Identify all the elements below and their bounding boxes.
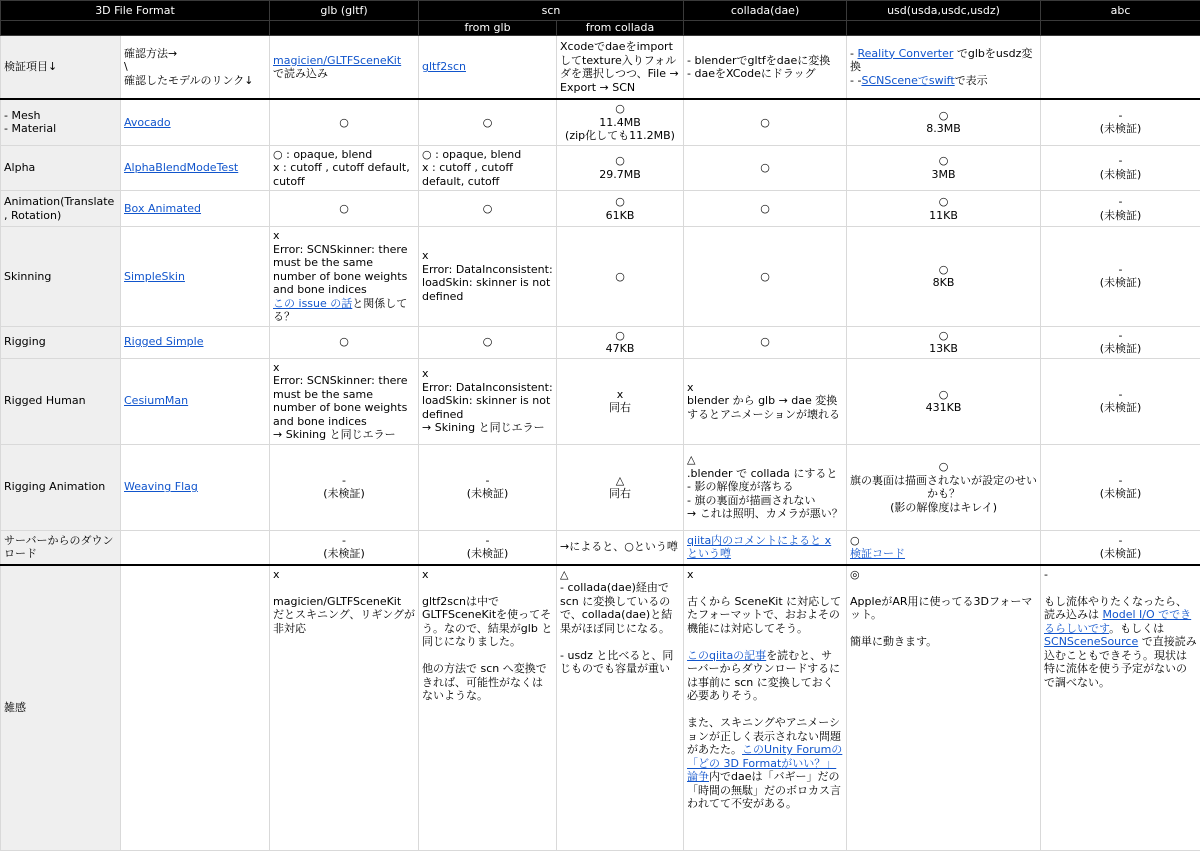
notes-abc: - もし流体やりたくなったら、読み込みは Model I/O でできるらしいです。もしくは SCNSceneSource で直接読み込むこともできそう。現状は特に流体を使う予定がないので調べない。 bbox=[1041, 565, 1200, 851]
cell-scn-glb: ○ bbox=[419, 191, 557, 227]
table-row-alpha bbox=[1, 145, 1200, 191]
cell-scn-collada: ○ 61KB bbox=[557, 191, 684, 227]
cell-abc: - (未検証) bbox=[1041, 227, 1200, 327]
row-label: - Mesh - Material bbox=[1, 99, 121, 145]
header-glb: glb (gltf) bbox=[270, 1, 419, 21]
cell-glb: - (未検証) bbox=[270, 530, 419, 565]
cell-glb: ○ : opaque, blend x : cutoff , cutoff default, cutoff bbox=[270, 145, 419, 191]
cell-collada: ○ bbox=[684, 145, 847, 191]
cell-scn-glb: ○ bbox=[419, 99, 557, 145]
cell-scn-collada: x 同右 bbox=[557, 358, 684, 444]
cell-scn-glb: ○ bbox=[419, 326, 557, 358]
cell-scn-collada: ○ 47KB bbox=[557, 326, 684, 358]
model-link-cell bbox=[121, 444, 270, 530]
method-note: 確認方法→ \ 確認したモデルのリンク↓ bbox=[121, 36, 270, 100]
model-link-cesiumman[interactable]: CesiumMan bbox=[124, 394, 188, 407]
cell-abc: - (未検証) bbox=[1041, 145, 1200, 191]
cell-scn-glb: x Error: DataInconsistent: loadSkin: skinner is not defined bbox=[419, 227, 557, 327]
model-link-alphablendmodetest[interactable]: AlphaBlendModeTest bbox=[124, 161, 238, 174]
header-collada: collada(dae) bbox=[684, 1, 847, 21]
cell-scn-collada: △ 同右 bbox=[557, 444, 684, 530]
notes-scn-collada: △ - collada(dae)経由で scn に変換しているので、collada(dae)と結果がほぼ同じになる。 - usdz と比べると、同じものでも容量が重い bbox=[557, 565, 684, 851]
table-row-download bbox=[1, 530, 1200, 565]
cell-abc: - (未検証) bbox=[1041, 191, 1200, 227]
cell-abc: - (未検証) bbox=[1041, 530, 1200, 565]
cell-glb: - (未検証) bbox=[270, 444, 419, 530]
method-row bbox=[1, 36, 1200, 100]
method-collada: - blenderでgltfをdaeに変換 - daeをXCodeにドラッグ bbox=[684, 36, 847, 100]
qiita-article-link[interactable]: このqiitaの記事 bbox=[687, 649, 766, 662]
cell-collada: ○ bbox=[684, 99, 847, 145]
cell-usd: ○ 13KB bbox=[847, 326, 1041, 358]
cell-abc: - (未検証) bbox=[1041, 444, 1200, 530]
row-label: Animation(Translate, Rotation) bbox=[1, 191, 121, 227]
model-link-weaving-flag[interactable]: Weaving Flag bbox=[124, 480, 198, 493]
gltfscenekit-link[interactable]: magicien/GLTFSceneKit bbox=[273, 54, 401, 67]
cell-abc: - (未検証) bbox=[1041, 358, 1200, 444]
table-row-rigging bbox=[1, 326, 1200, 358]
header-row bbox=[1, 1, 1200, 21]
row-label: 雑感 bbox=[1, 565, 121, 851]
row-label: サーバーからのダウンロード bbox=[1, 530, 121, 565]
model-link-cell bbox=[121, 227, 270, 327]
model-io-link[interactable]: Model I/O でできるらしいです bbox=[1044, 608, 1191, 635]
cell-glb: x Error: SCNSkinner: there must be the same number of bone weights and bone indices この issue の話と関係してる？ bbox=[270, 227, 419, 327]
model-link-cell bbox=[121, 530, 270, 565]
model-link-cell bbox=[121, 145, 270, 191]
cell-usd: ○ 旗の裏面は描画されないが設定のせいかも？ (影の解像度はキレイ) bbox=[847, 444, 1041, 530]
subheader-from-glb: from glb bbox=[419, 21, 557, 36]
header-usd: usd(usda,usdc,usdz) bbox=[847, 1, 1041, 21]
table-row-rigged-human bbox=[1, 358, 1200, 444]
subheader-row bbox=[1, 21, 1200, 36]
table-row-rigging-animation bbox=[1, 444, 1200, 530]
cell-collada: x blender から glb → dae 変換するとアニメーションが壊れる bbox=[684, 358, 847, 444]
verification-code-link[interactable]: 検証コード bbox=[850, 547, 905, 560]
cell-collada: △ .blender で collada にすると - 影の解像度が落ちる - 旗の裏面が描画されない → これは照明、カメラが悪い？ bbox=[684, 444, 847, 530]
table-row-skinning bbox=[1, 227, 1200, 327]
model-link-cell bbox=[121, 358, 270, 444]
cell-scn-glb: - (未検証) bbox=[419, 530, 557, 565]
notes-usd: ◎ AppleがAR用に使ってる3Dフォーマット。 簡単に動きます。 bbox=[847, 565, 1041, 851]
model-link-cell bbox=[121, 326, 270, 358]
header-abc: abc bbox=[1041, 1, 1200, 21]
notes-collada: x 古くから SceneKit に対応してたフォーマットで、おおよその機能には対応してそう。 このqiitaの記事を読むと、サーバーからダウンロードするには事前に scn に変換しておく必要ありそう。 また、スキニングやアニメーションが正しく表示されない問題があたた。このUnity Forumの「どの 3D Formatがいい？」論争内でdaeは「バギー」だの「時間の無駄」だのボロカス言われてて不安がある。 bbox=[684, 565, 847, 851]
cell-usd: ○ 3MB bbox=[847, 145, 1041, 191]
cell-glb: ○ bbox=[270, 326, 419, 358]
method-scn-collada: Xcodeでdaeをimportしてtexture入りフォルダを選択しつつ、File → Export → SCN bbox=[557, 36, 684, 100]
method-abc bbox=[1041, 36, 1200, 100]
table-row-animation bbox=[1, 191, 1200, 227]
row-label: Alpha bbox=[1, 145, 121, 191]
method-glb: magicien/GLTFSceneKit で読み込み bbox=[270, 36, 419, 100]
cell-usd: ○ 8KB bbox=[847, 227, 1041, 327]
cell-scn-collada: ○ bbox=[557, 227, 684, 327]
cell-scn-collada: →によると、○という噂 bbox=[557, 530, 684, 565]
scnscenesource-link[interactable]: SCNSceneSource bbox=[1044, 635, 1138, 648]
cell-collada: ○ bbox=[684, 227, 847, 327]
model-link-avocado[interactable]: Avocado bbox=[124, 116, 171, 129]
header-format: 3D File Format bbox=[1, 1, 270, 21]
reality-converter-link[interactable]: Reality Converter bbox=[858, 47, 954, 60]
row-label: Rigged Human bbox=[1, 358, 121, 444]
cell-glb: x Error: SCNSkinner: there must be the same number of bone weights and bone indices → Skining と同じエラー bbox=[270, 358, 419, 444]
row-label: Skinning bbox=[1, 227, 121, 327]
model-link-box-animated[interactable]: Box Animated bbox=[124, 202, 201, 215]
cell-collada: ○ bbox=[684, 191, 847, 227]
notes-glb: x magicien/GLTFSceneKit だとスキニング、リギングが非対応 bbox=[270, 565, 419, 851]
cell-scn-glb: x Error: DataInconsistent: loadSkin: skinner is not defined → Skining と同じエラー bbox=[419, 358, 557, 444]
cell-usd: ○ 検証コード bbox=[847, 530, 1041, 565]
cell-scn-glb: ○ : opaque, blend x : cutoff , cutoff default, cutoff bbox=[419, 145, 557, 191]
model-link-cell bbox=[121, 191, 270, 227]
cell-glb: ○ bbox=[270, 191, 419, 227]
cell-scn-collada: ○ 11.4MB (zip化しても11.2MB) bbox=[557, 99, 684, 145]
subheader-from-collada: from collada bbox=[557, 21, 684, 36]
table-row-notes bbox=[1, 565, 1200, 851]
issue-link[interactable]: この issue の話 bbox=[273, 297, 352, 310]
cell-usd: ○ 8.3MB bbox=[847, 99, 1041, 145]
cell-collada: ○ bbox=[684, 326, 847, 358]
model-link-rigged-simple[interactable]: Rigged Simple bbox=[124, 335, 203, 348]
header-scn: scn bbox=[419, 1, 684, 21]
gltf2scn-link[interactable]: gltf2scn bbox=[422, 60, 466, 73]
unity-forum-link[interactable]: このUnity Forumの「どの 3D Formatがいい？」論争 bbox=[687, 743, 842, 783]
cell-usd: ○ 431KB bbox=[847, 358, 1041, 444]
model-link-cell bbox=[121, 99, 270, 145]
notes-scn-glb: x gltf2scnは中でGLTFSceneKitを使ってそう。なので、結果がglb と同じになりました。 他の方法で scn へ変換できれば、可能性がなくはないような。 bbox=[419, 565, 557, 851]
cell-usd: ○ 11KB bbox=[847, 191, 1041, 227]
cell-scn-collada: ○ 29.7MB bbox=[557, 145, 684, 191]
model-link-simpleskin[interactable]: SimpleSkin bbox=[124, 270, 185, 283]
cell-glb: ○ bbox=[270, 99, 419, 145]
method-scn-glb bbox=[419, 36, 557, 100]
method-usd: - Reality Converter でglbをusdz変換 - -SCNSceneでswiftで表示 bbox=[847, 36, 1041, 100]
scnscene-swift-link[interactable]: SCNSceneでswift bbox=[861, 74, 954, 87]
verification-items-label: 検証項目↓ bbox=[1, 36, 121, 100]
row-label: Rigging bbox=[1, 326, 121, 358]
cell-scn-glb: - (未検証) bbox=[419, 444, 557, 530]
qiita-comment-link[interactable]: qiita内のコメントによると x という噂 bbox=[687, 534, 831, 561]
cell-collada bbox=[684, 530, 847, 565]
cell-abc: - (未検証) bbox=[1041, 326, 1200, 358]
row-label: Rigging Animation bbox=[1, 444, 121, 530]
cell-abc: - (未検証) bbox=[1041, 99, 1200, 145]
table-row-mesh bbox=[1, 99, 1200, 145]
